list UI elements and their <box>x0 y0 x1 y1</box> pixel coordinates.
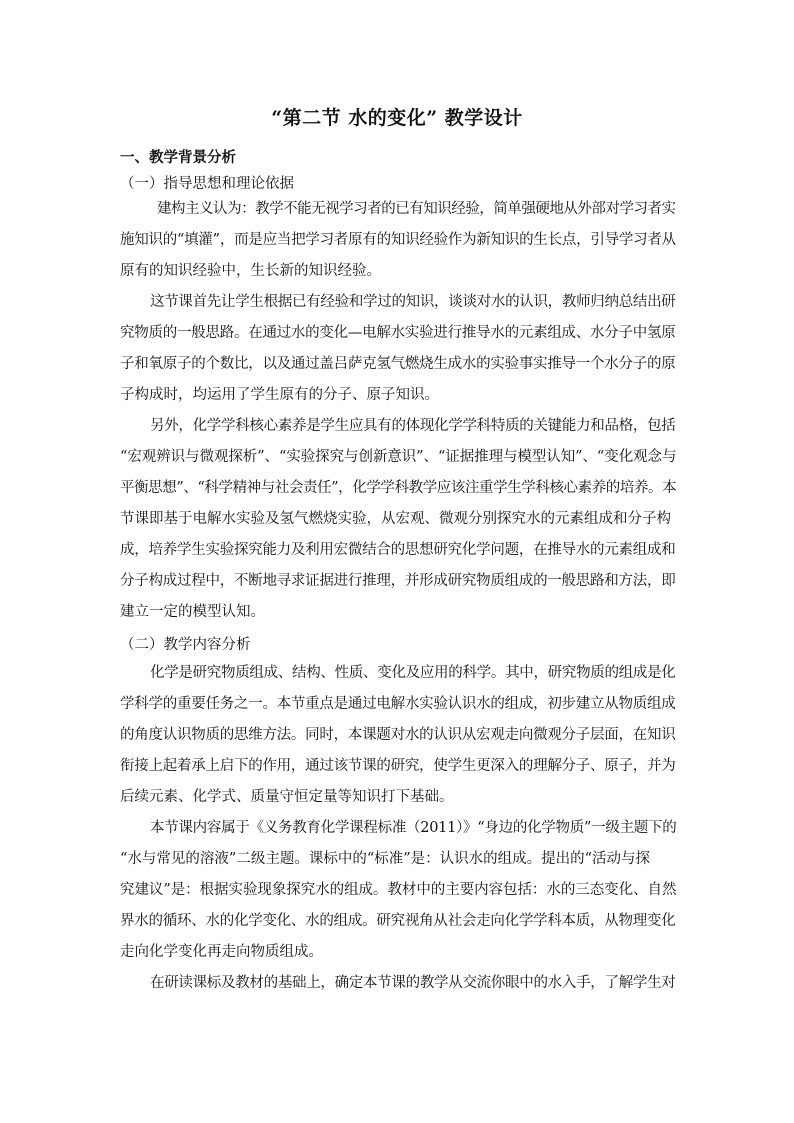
paragraph-line: 学科学的重要任务之一。本节重点是通过电解水实验认识水的组成，初步建立从物质组成 <box>120 696 676 712</box>
paragraph-line: 后续元素、化学式、质量守恒定量等知识打下基础。 <box>120 789 454 805</box>
paragraph-line: 节课即基于电解水实验及氢气燃烧实验，从宏观、微观分别探究水的元素组成和分子构 <box>120 511 671 527</box>
paragraph-line: 建立一定的模型认知。 <box>120 604 265 620</box>
paragraph-line: 究物质的一般思路。在通过水的变化—电解水实验进行推导水的元素组成、水分子中氢原 <box>120 325 676 341</box>
paragraph-line: 另外，化学学科核心素养是学生应具有的体现化学学科特质的关键能力和品格，包括 <box>150 418 676 434</box>
paragraph-line: 分子构成过程中，不断地寻求证据进行推理，并形成研究物质组成的一般思路和方法，即 <box>120 573 676 589</box>
paragraph-line: 原有的知识经验中，生长新的知识经验。 <box>120 263 381 279</box>
subsection-heading-theory: （一）指导思想和理论依据 <box>120 176 294 192</box>
paragraph-line: 子和氧原子的个数比，以及通过盖吕萨克氢气燃烧生成水的实验事实推导一个水分子的原 <box>120 356 676 372</box>
paragraph-line: “水与常见的溶液”二级主题。课标中的“标准”是：认识水的组成。提出的“活动与探 <box>120 851 651 867</box>
paragraph-line: 衔接上起着承上启下的作用，通过该节课的研究，使学生更深入的理解分子、原子，并为 <box>120 758 676 774</box>
paragraph-line: 本节课内容属于《义务教育化学课程标准（2011）》“身边的化学物质”一级主题下的 <box>150 820 677 836</box>
paragraph-line: 界水的循环、水的化学变化、水的组成。研究视角从社会走向化学学科本质，从物理变化 <box>120 913 676 929</box>
section-heading-background: 一、教学背景分析 <box>120 149 236 166</box>
paragraph-line: 成，培养学生实验探究能力及利用宏微结合的思想研究化学问题，在推导水的元素组成和 <box>120 542 676 558</box>
paragraph-line: 施知识的“填灌”，而是应当把学习者原有的知识经验作为新知识的生长点，引导学习者从 <box>120 232 676 248</box>
paragraph-line: 建构主义认为：教学不能无视学习者的已有知识经验，简单强硬地从外部对学习者实 <box>157 201 676 217</box>
paragraph-line: 子构成时，均运用了学生原有的分子、原子知识。 <box>120 387 439 403</box>
subsection-heading-content: （二）教学内容分析 <box>120 637 251 653</box>
paragraph-line: 在研读课标及教材的基础上，确定本节课的教学从交流你眼中的水入手，了解学生对 <box>150 975 676 991</box>
paragraph-line: “宏观辨识与微观探析”、“实验探究与创新意识”、“证据推理与模型认知”、“变化观念与 <box>120 449 677 465</box>
paragraph-line: 的角度认识物质的思维方法。同时，本课题对水的认识从宏观走向微观分子层面，在知识 <box>120 727 676 743</box>
paragraph-line: 走向化学变化再走向物质组成。 <box>120 944 323 960</box>
page-title: “第二节 水的变化” 教学设计 <box>271 107 523 129</box>
paragraph-line: 这节课首先让学生根据已有经验和学过的知识，谈谈对水的认识，教师归纳总结出研 <box>150 294 676 310</box>
paragraph-line: 究建议”是：根据实验现象探究水的组成。教材中的主要内容包括：水的三态变化、自然 <box>120 882 677 898</box>
paragraph-line: 平衡思想”、“科学精神与社会责任”，化学学科教学应该注重学生学科核心素养的培养。本 <box>120 480 677 496</box>
paragraph-line: 化学是研究物质组成、结构、性质、变化及应用的科学。其中，研究物质的组成是化 <box>150 665 676 681</box>
